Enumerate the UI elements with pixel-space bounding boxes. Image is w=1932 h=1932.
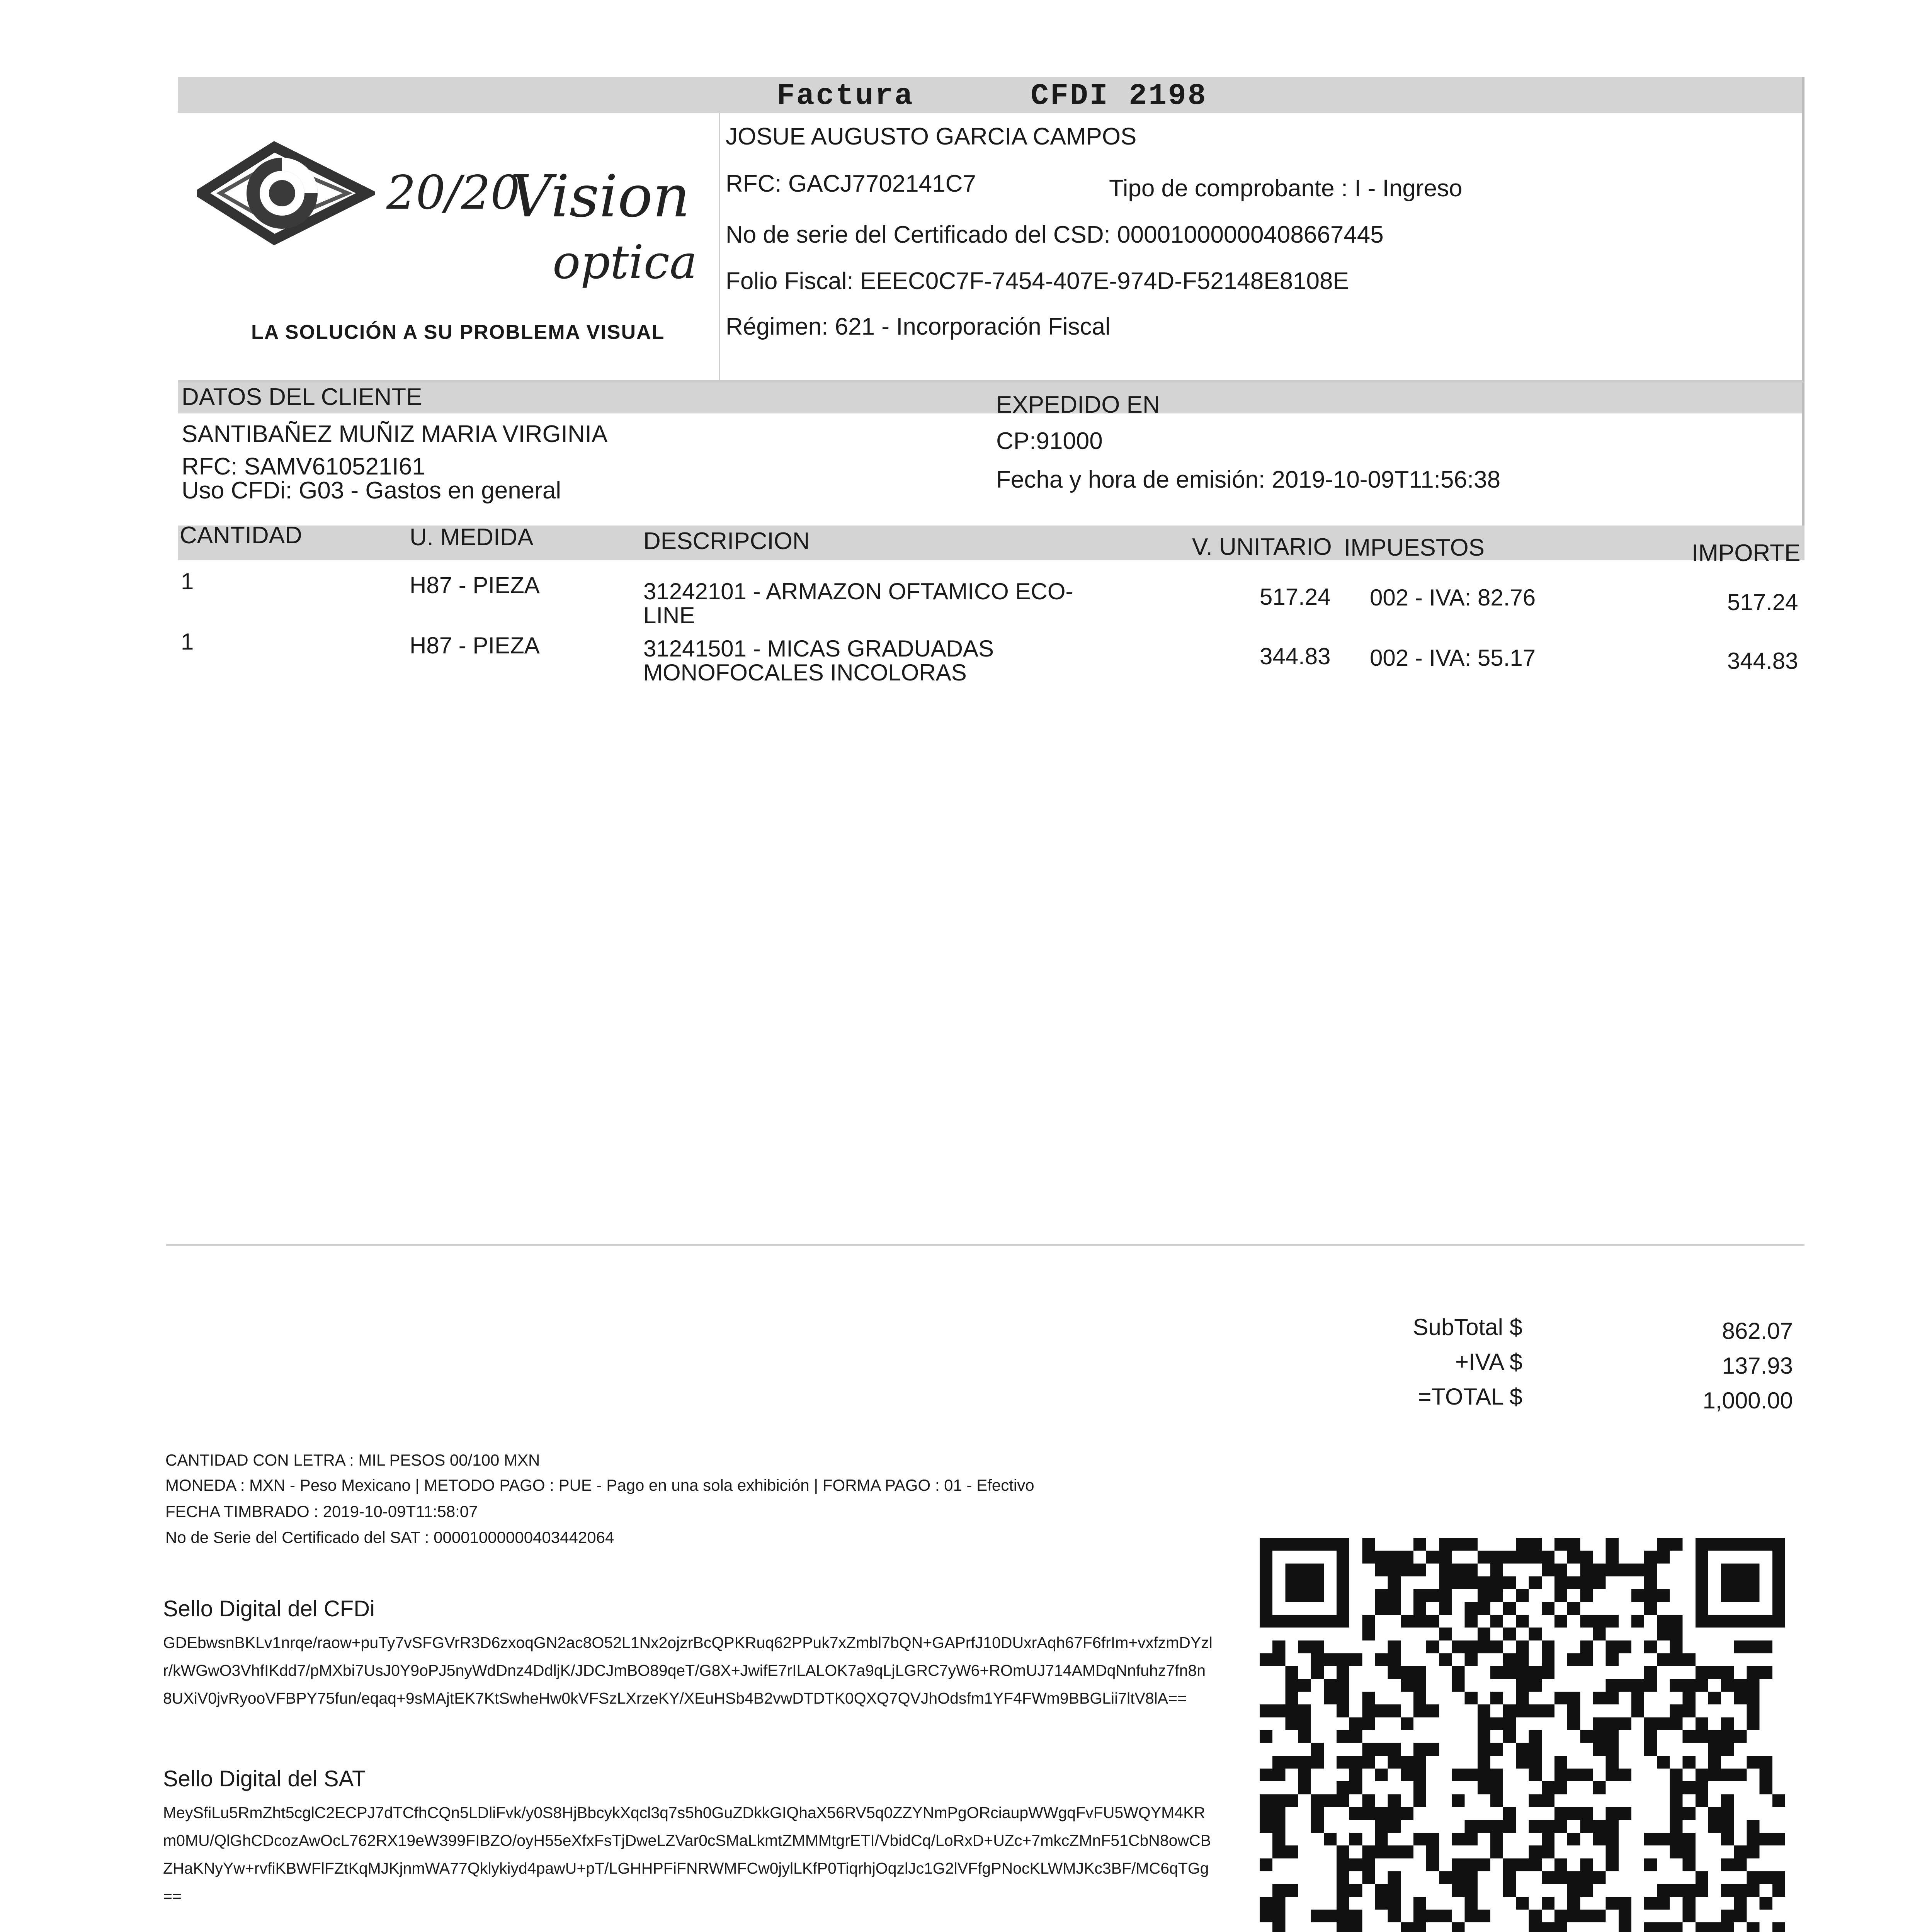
fecha-emision: Fecha y hora de emisión: 2019-10-09T11:56:38: [996, 466, 1501, 493]
client-rfc: RFC: SAMV610521I61: [182, 453, 425, 480]
fecha-timbrado: FECHA TIMBRADO : 2019-10-09T11:58:07: [165, 1502, 478, 1520]
row1-importe: 517.24: [1727, 589, 1798, 615]
moneda-metodo-forma: MONEDA : MXN - Peso Mexicano | METODO PAGO : PUE - Pago en una sola exhibición | FORMA PAGO : 01 - Efectivo: [165, 1476, 1034, 1494]
row2-unitario: 344.83: [1260, 643, 1331, 669]
svg-text:optica: optica: [553, 236, 697, 289]
header-divider: [719, 113, 720, 383]
sello-sat-title: Sello Digital del SAT: [163, 1766, 366, 1791]
subtotal-value: 862.07: [1722, 1318, 1793, 1344]
row2-descripcion: 31241501 - MICAS GRADUADAS MONOFOCALES INCOLORAS: [643, 636, 994, 685]
cantidad-letra: CANTIDAD CON LETRA : MIL PESOS 00/100 MXN: [165, 1451, 540, 1469]
col-unitario: V. UNITARIO: [1192, 534, 1332, 560]
brand-slogan: LA SOLUCIÓN A SU PROBLEMA VISUAL: [251, 321, 665, 344]
row2-unidad: H87 - PIEZA: [410, 633, 540, 658]
col-descripcion: DESCRIPCION: [643, 528, 810, 554]
col-unidad: U. MEDIDA: [410, 524, 534, 551]
row2-cantidad: 1: [181, 629, 194, 655]
row2-importe: 344.83: [1727, 648, 1798, 674]
sello-cfdi-title: Sello Digital del CFDi: [163, 1596, 375, 1621]
invoice-title: [777, 79, 1208, 113]
client-section-title: DATOS DEL CLIENTE: [182, 384, 422, 410]
folio-fiscal: Folio Fiscal: EEEC0C7F-7454-407E-974D-F52148E8108E: [726, 268, 1349, 294]
subtotal-label: SubTotal $: [1413, 1314, 1522, 1340]
qr-code-icon: [1260, 1538, 1785, 1932]
tipo-comprobante: Tipo de comprobante : I - Ingreso: [1109, 175, 1463, 202]
sello-sat-value: MeySfiLu5RmZht5cglC2ECPJ7dTCfhCQn5LDliFvk/y0S8HjBbcykXqcl3q7s5h0GuZDkkGIQhaX56RV5q0ZZYNmPgORciaupWWgqFvFU5WQYM4KRm0MU/QlGhCDcozAwOcL762RX19eW399FIBZO/oyH55eXfxFsTjDweLZVar0cSMaLkmtZMMMtgrETI/VbidCq/LoRxD+UZc+7mkcZMnF51CbN8owCBZHaKNyYw+rvfiKBWFlFZtKqMJKjnmWA77Qklykiyd4pawU+pT/LGHHPFiFNRWMFCw0jylLKfP0TiqrhjOqzlJc1G2lVFfgPNocKLWMJKc3BF/MC6qTGg==: [163, 1804, 1211, 1905]
iva-label: +IVA $: [1455, 1349, 1522, 1375]
col-cantidad: CANTIDAD: [180, 522, 302, 549]
row1-impuestos: 002 - IVA: 82.76: [1370, 585, 1536, 611]
totals-separator: [166, 1244, 1804, 1246]
total-label: =TOTAL $: [1418, 1384, 1522, 1410]
row1-cantidad: 1: [181, 568, 194, 594]
expedido-cp: CP:91000: [996, 428, 1103, 454]
iva-value: 137.93: [1722, 1353, 1793, 1379]
client-name: SANTIBAÑEZ MUÑIZ MARIA VIRGINIA: [182, 421, 608, 447]
sello-cfdi-value: GDEbwsnBKLv1nrqe/raow+puTy7vSFGVrR3D6zxoqGN2ac8O52L1Nx2ojzrBcQPKRuq62PPuk7xZmbl7bQN+GAPrfJ10DUxrAqh67F6frIm+vxfzmDYzlr/kWGwO3VhfIKdd7/pMXbi7UsJ0Y9oPJ5nyWdDnz4DdljK/JDCJmBO89qeT/G8X+JwifE7rILALOK7a9qLjLGRC7yW6+ROmUJ714AMDqNnfuhz7fn8n8UXiV0jvRyooVFBPY75fun/eqaq+9sMAjtEK7KtSwheHw0kVFSzLXrzeKY/XEuHSb4B2vwDTDTK0QXQ7QVJhOdsfm1YF4FWm9BBGLii7ltV8lA==: [163, 1634, 1213, 1707]
col-impuestos: IMPUESTOS: [1344, 534, 1485, 561]
regimen-fiscal: Régimen: 621 - Incorporación Fiscal: [726, 313, 1111, 340]
eye-logo-icon: [197, 135, 375, 251]
expedido-section-title: EXPEDIDO EN: [996, 391, 1160, 418]
row2-impuestos: 002 - IVA: 55.17: [1370, 645, 1536, 671]
issuer-rfc: RFC: GACJ7702141C7: [726, 170, 976, 197]
total-value: 1,000.00: [1702, 1388, 1793, 1413]
no-serie-sat: No de Serie del Certificado del SAT : 00001000000403442064: [165, 1528, 614, 1546]
brand-wordmark: [383, 151, 707, 313]
col-importe: IMPORTE: [1692, 540, 1801, 566]
issuer-name: JOSUE AUGUSTO GARCIA CAMPOS: [726, 123, 1137, 150]
svg-text:20/20: 20/20: [386, 166, 520, 220]
cfdi-number: CFDI 2198: [1031, 79, 1208, 113]
no-serie-csd: No de serie del Certificado del CSD: 00001000000408667445: [726, 221, 1384, 248]
client-uso-cfdi: Uso CFDi: G03 - Gastos en general: [182, 477, 561, 504]
row1-unidad: H87 - PIEZA: [410, 572, 540, 598]
row1-descripcion: 31242101 - ARMAZON OFTAMICO ECO-LINE: [643, 578, 1073, 628]
logo: [185, 128, 711, 352]
factura-label: Factura: [777, 79, 914, 113]
svg-text:Vision: Vision: [510, 163, 690, 230]
row1-unitario: 517.24: [1260, 584, 1331, 610]
